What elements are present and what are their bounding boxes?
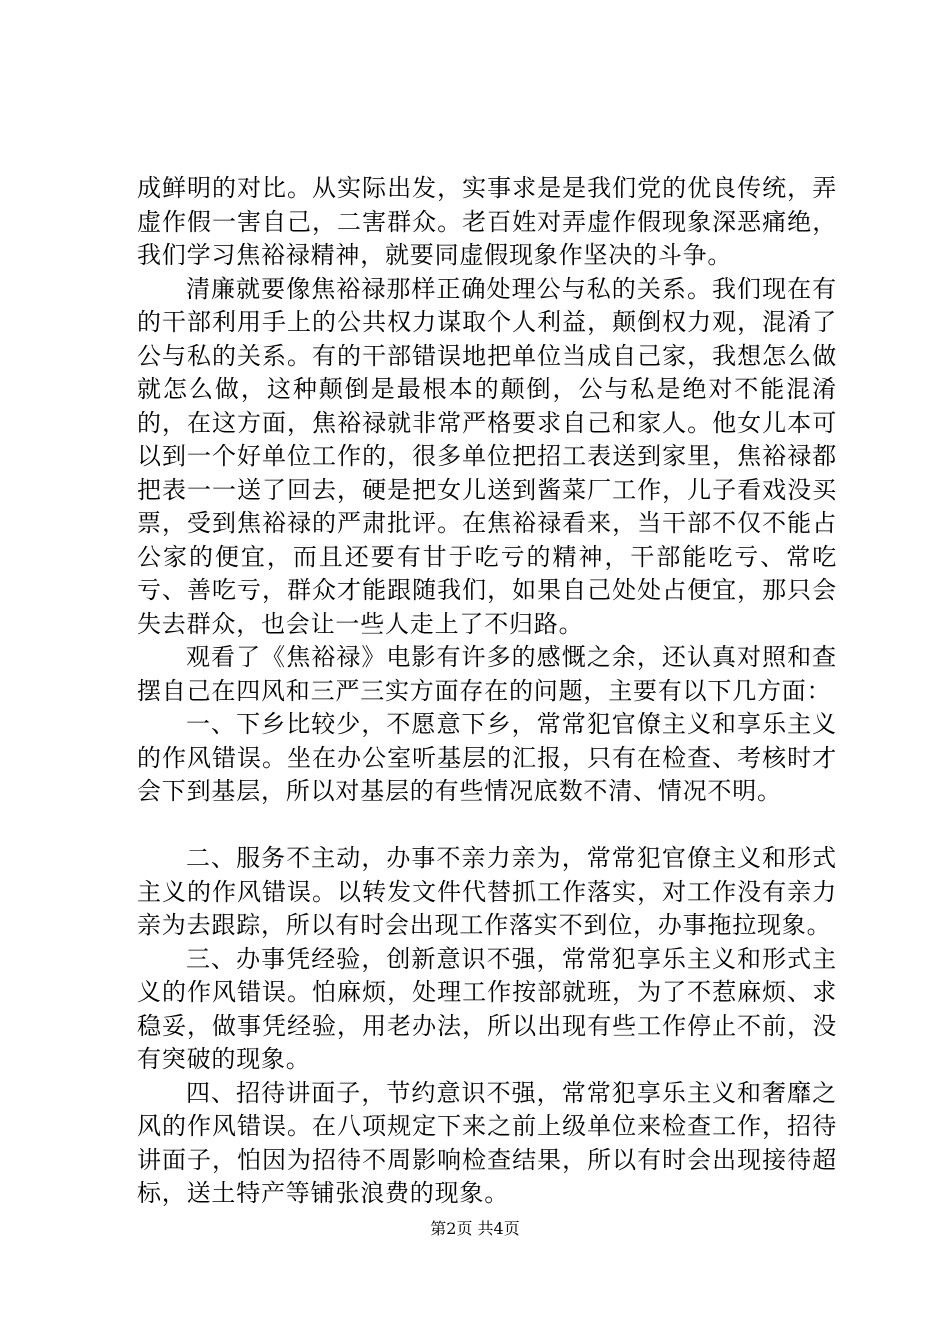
document-body bbox=[137, 172, 837, 1211]
page-number-footer: 第2页 共4页 bbox=[430, 1219, 520, 1238]
paragraph-issue-2: 二、服务不主动，办事不亲力亲为，常常犯官僚主义和形式主义的作风错误。以转发文件代替抓工作落实，对工作没有亲力亲为去跟踪，所以有时会出现工作落实不到位，办事拖拉现象。 bbox=[137, 844, 837, 939]
paragraph-integrity: 清廉就要像焦裕禄那样正确处理公与私的关系。我们现在有的干部利用手上的公共权力谋取个人利益，颠倒权力观，混淆了公与私的关系。有的干部错误地把单位当成自己家，我想怎么做就怎么做，这种颠倒是最根本的颠倒，公与私是绝对不能混淆的，在这方面，焦裕禄就非常严格要求自己和家人。他女儿本可以到一个好单位工作的，很多单位把招工表送到家里，焦裕禄都把表一一送了回去，硬是把女儿送到酱菜厂工作，儿子看戏没买票，受到焦裕禄的严肃批评。在焦裕禄看来，当干部不仅不能占公家的便宜，而且还要有甘于吃亏的精神，干部能吃亏、常吃亏、善吃亏，群众才能跟随我们，如果自己处处占便宜，那只会失去群众，也会让一些人走上了不归路。 bbox=[137, 274, 837, 638]
paragraph-issue-1: 一、下乡比较少，不愿意下乡，常常犯官僚主义和享乐主义的作风错误。坐在办公室听基层的汇报，只有在检查、考核时才会下到基层，所以对基层的有些情况底数不清、情况不明。 bbox=[137, 710, 837, 805]
paragraph-issue-4: 四、招待讲面子，节约意识不强，常常犯享乐主义和奢靡之风的作风错误。在八项规定下来之前上级单位来检查工作，招待讲面子，怕因为招待不周影响检查结果，所以有时会出现接待超标，送土特产等铺张浪费的现象。 bbox=[137, 1078, 837, 1207]
paragraph-continuation: 成鲜明的对比。从实际出发，实事求是是我们党的优良传统，弄虚作假一害自己，二害群众。老百姓对弄虚作假现象深恶痛绝，我们学习焦裕禄精神，就要同虚假现象作坚决的斗争。 bbox=[137, 174, 837, 269]
paragraph-reflection: 观看了《焦裕禄》电影有许多的感慨之余，还认真对照和查摆自己在四风和三严三实方面存在的问题，主要有以下几方面： bbox=[137, 643, 837, 705]
paragraph-issue-3: 三、办事凭经验，创新意识不强，常常犯享乐主义和形式主义的作风错误。怕麻烦，处理工作按部就班，为了不惹麻烦、求稳妥，做事凭经验，用老办法，所以出现有些工作停止不前，没有突破的现象。 bbox=[137, 944, 837, 1073]
